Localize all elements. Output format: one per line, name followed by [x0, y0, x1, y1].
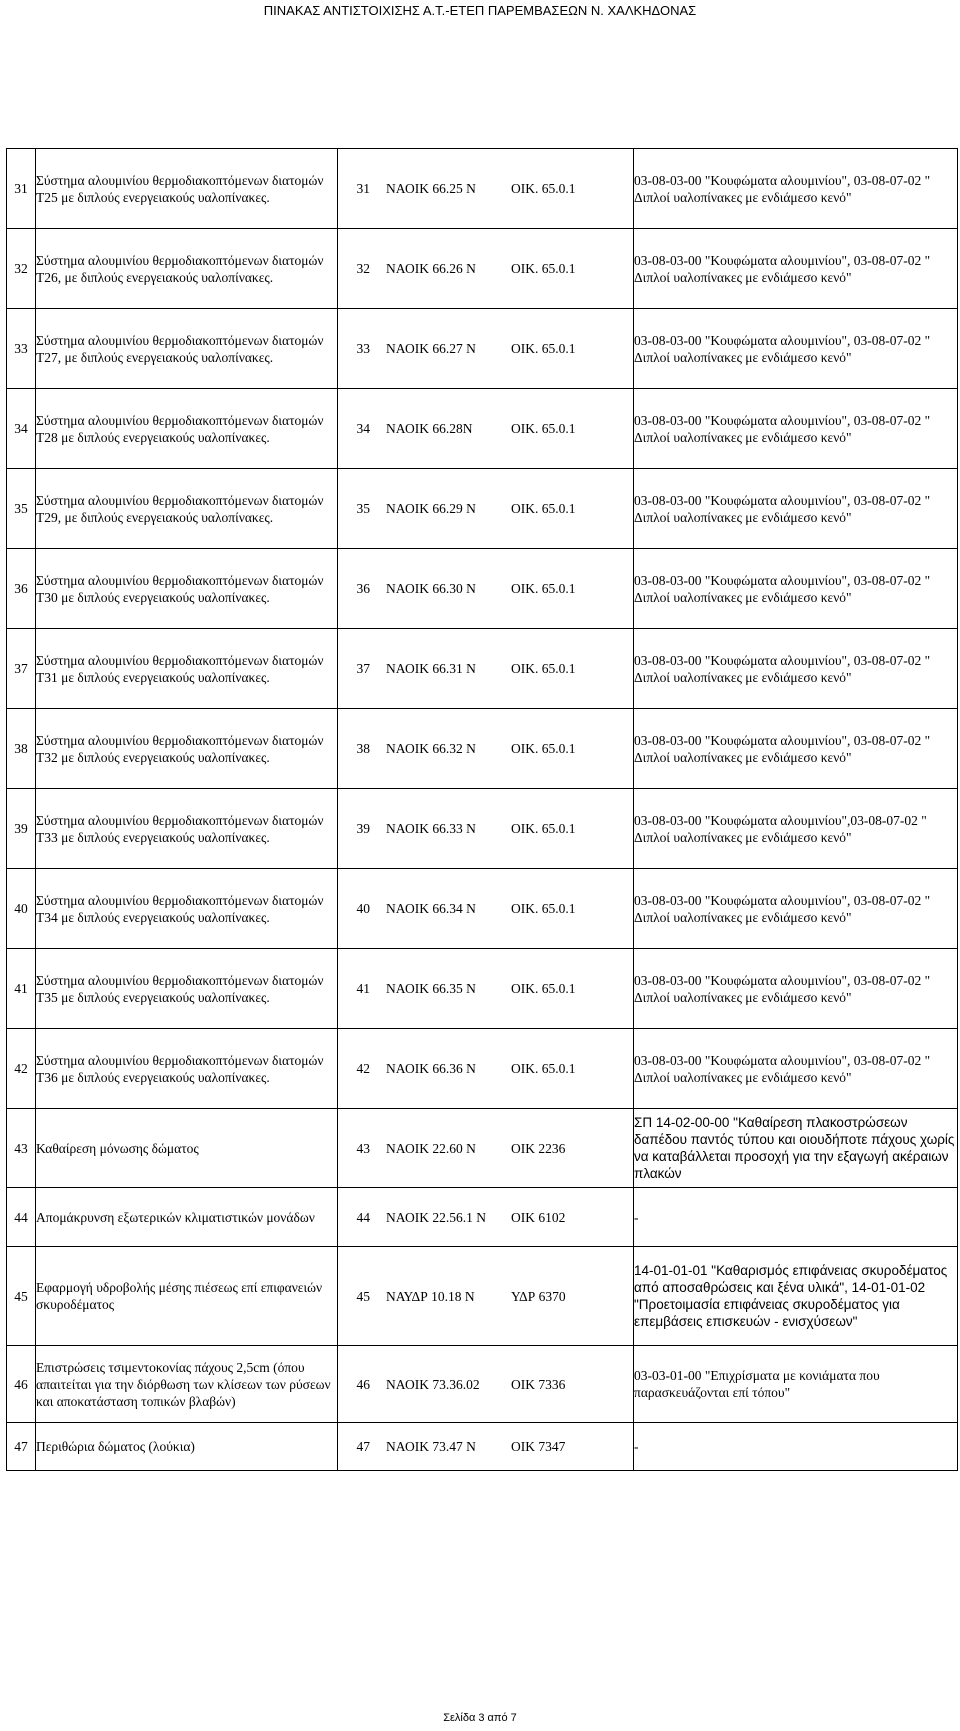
article-code: ΝΑΟΙΚ 66.31 Ν [386, 661, 476, 676]
item-description: Σύστημα αλουμινίου θερμοδιακοπτόμενων διατομών Τ27, με διπλούς ενεργειακούς υαλοπίνακες. [36, 309, 338, 389]
item-codes [338, 469, 634, 549]
item-codes [338, 629, 634, 709]
item-codes [338, 309, 634, 389]
code-number: 39 [356, 821, 370, 836]
code-number: 34 [356, 421, 370, 436]
article-code: ΝΑΟΙΚ 73.36.02 [386, 1376, 480, 1392]
code-number: 42 [356, 1061, 370, 1076]
code-number: 46 [356, 1376, 370, 1392]
code-group [338, 900, 633, 917]
row-number: 34 [7, 389, 36, 469]
revision-code: ΟΙΚ. 65.0.1 [511, 501, 576, 516]
code-group [338, 340, 633, 357]
page-header: ΠΙΝΑΚΑΣ ΑΝΤΙΣΤΟΙΧΙΣΗΣ Α.Τ.-ΕΤΕΠ ΠΑΡΕΜΒΑΣΕΩΝ Ν. ΧΑΛΚΗΔΟΝΑΣ [263, 3, 697, 18]
item-description: Περιθώρια δώματος (λούκια) [36, 1423, 338, 1471]
code-number: 44 [356, 1209, 370, 1225]
revision-code: ΟΙΚ. 65.0.1 [511, 261, 576, 276]
row-number: 33 [7, 309, 36, 389]
row-number: 36 [7, 549, 36, 629]
code-group [338, 980, 633, 997]
article-code: ΝΑΟΙΚ 73.47 Ν [386, 1439, 476, 1454]
code-number: 38 [356, 741, 370, 756]
code-number: 35 [356, 501, 370, 516]
table-row [7, 789, 958, 869]
item-codes [338, 1346, 634, 1423]
row-number: 45 [7, 1247, 36, 1346]
code-group [338, 1438, 633, 1455]
item-codes [338, 1247, 634, 1346]
row-number: 41 [7, 949, 36, 1029]
code-number: 45 [356, 1288, 370, 1304]
etep-reference: 03-08-03-00 "Κουφώματα αλουμινίου", 03-08-07-02 " Διπλοί υαλοπίνακες με ενδιάμεσο κενό" [634, 949, 958, 1029]
item-codes [338, 149, 634, 229]
revision-code: ΟΙΚ. 65.0.1 [511, 661, 576, 676]
page-footer: Σελίδα 3 από 7 [443, 1712, 517, 1724]
item-description: Εφαρμογή υδροβολής μέσης πιέσεως επί επιφανειών σκυροδέματος [36, 1247, 338, 1346]
table-row [7, 309, 958, 389]
item-description: Σύστημα αλουμινίου θερμοδιακοπτόμενων διατομών Τ25 με διπλούς ενεργειακούς υαλοπίνακες. [36, 149, 338, 229]
table-row [7, 1346, 958, 1423]
correspondence-table [6, 148, 958, 1471]
item-codes [338, 1029, 634, 1109]
revision-code: ΟΙΚ 7336 [511, 1376, 566, 1392]
item-codes [338, 1109, 634, 1188]
item-codes [338, 1188, 634, 1247]
item-description: Επιστρώσεις τσιμεντοκονίας πάχους 2,5cm (όπου απαιτείται για την διόρθωση των κλίσεων των ρύσεων και αποκατάσταση τοπικών βλαβών) [36, 1346, 338, 1423]
etep-reference: 03-08-03-00 "Κουφώματα αλουμινίου", 03-08-07-02 " Διπλοί υαλοπίνακες με ενδιάμεσο κενό" [634, 629, 958, 709]
etep-reference: 03-08-03-00 "Κουφώματα αλουμινίου", 03-08-07-02 " Διπλοί υαλοπίνακες με ενδιάμεσο κενό" [634, 1029, 958, 1109]
row-number: 32 [7, 229, 36, 309]
article-code: ΝΑΟΙΚ 22.60 Ν [386, 1140, 476, 1156]
row-number: 35 [7, 469, 36, 549]
etep-reference: 03-08-03-00 "Κουφώματα αλουμινίου", 03-08-07-02 " Διπλοί υαλοπίνακες με ενδιάμεσο κενό" [634, 709, 958, 789]
code-number: 36 [356, 581, 370, 596]
etep-reference: 03-08-03-00 "Κουφώματα αλουμινίου", 03-08-07-02 " Διπλοί υαλοπίνακες με ενδιάμεσο κενό" [634, 229, 958, 309]
revision-code: ΟΙΚ. 65.0.1 [511, 1061, 576, 1076]
code-group [338, 580, 633, 597]
item-description: Σύστημα αλουμινίου θερμοδιακοπτόμενων διατομών Τ34 με διπλούς ενεργειακούς υαλοπίνακες. [36, 869, 338, 949]
code-group [338, 1140, 633, 1157]
row-number: 46 [7, 1346, 36, 1423]
item-codes [338, 709, 634, 789]
row-number: 43 [7, 1109, 36, 1188]
table-row [7, 949, 958, 1029]
code-number: 31 [356, 181, 370, 196]
article-code: ΝΑΟΙΚ 22.56.1 Ν [386, 1209, 486, 1225]
revision-code: ΥΔΡ 6370 [511, 1288, 566, 1304]
item-description: Σύστημα αλουμινίου θερμοδιακοπτόμενων διατομών Τ33 με διπλούς ενεργειακούς υαλοπίνακες. [36, 789, 338, 869]
etep-reference: 03-08-03-00 "Κουφώματα αλουμινίου", 03-08-07-02 " Διπλοί υαλοπίνακες με ενδιάμεσο κενό" [634, 309, 958, 389]
row-number: 37 [7, 629, 36, 709]
article-code: ΝΑΟΙΚ 66.26 Ν [386, 261, 476, 276]
code-group [338, 1060, 633, 1077]
etep-reference: 03-08-03-00 "Κουφώματα αλουμινίου", 03-08-07-02 " Διπλοί υαλοπίνακες με ενδιάμεσο κενό" [634, 149, 958, 229]
table-row [7, 709, 958, 789]
code-number: 33 [356, 341, 370, 356]
table-row [7, 149, 958, 229]
etep-reference: 03-08-03-00 "Κουφώματα αλουμινίου", 03-08-07-02 " Διπλοί υαλοπίνακες με ενδιάμεσο κενό" [634, 469, 958, 549]
article-code: ΝΑΟΙΚ 66.32 Ν [386, 741, 476, 756]
item-description: Καθαίρεση μόνωσης δώματος [36, 1109, 338, 1188]
table-row [7, 1247, 958, 1346]
article-code: ΝΑΟΙΚ 66.33 Ν [386, 821, 476, 836]
table-row [7, 1109, 958, 1188]
row-number: 44 [7, 1188, 36, 1247]
article-code: ΝΑΥΔΡ 10.18 Ν [386, 1288, 475, 1304]
table-row [7, 389, 958, 469]
row-number: 38 [7, 709, 36, 789]
revision-code: ΟΙΚ. 65.0.1 [511, 581, 576, 596]
revision-code: ΟΙΚ 2236 [511, 1140, 566, 1156]
etep-reference: 03-08-03-00 "Κουφώματα αλουμινίου", 03-08-07-02 " Διπλοί υαλοπίνακες με ενδιάμεσο κενό" [634, 869, 958, 949]
item-codes [338, 1423, 634, 1471]
etep-reference: - [634, 1188, 958, 1247]
table-row [7, 549, 958, 629]
revision-code: ΟΙΚ. 65.0.1 [511, 341, 576, 356]
item-description: Σύστημα αλουμινίου θερμοδιακοπτόμενων διατομών Τ26, με διπλούς ενεργειακούς υαλοπίνακες. [36, 229, 338, 309]
row-number: 31 [7, 149, 36, 229]
code-group [338, 820, 633, 837]
etep-reference: - [634, 1423, 958, 1471]
item-codes [338, 949, 634, 1029]
etep-reference: 03-03-01-00 "Επιχρίσματα με κονιάματα που παρασκευάζονται επί τόπου" [634, 1346, 958, 1423]
row-number: 42 [7, 1029, 36, 1109]
table-row [7, 469, 958, 549]
code-group [338, 1376, 633, 1393]
code-group [338, 420, 633, 437]
row-number: 39 [7, 789, 36, 869]
etep-reference: 03-08-03-00 "Κουφώματα αλουμινίου",03-08-07-02 " Διπλοί υαλοπίνακες με ενδιάμεσο κενό" [634, 789, 958, 869]
row-number: 40 [7, 869, 36, 949]
code-group [338, 180, 633, 197]
revision-code: ΟΙΚ. 65.0.1 [511, 741, 576, 756]
item-description: Απομάκρυνση εξωτερικών κλιματιστικών μονάδων [36, 1188, 338, 1247]
item-description: Σύστημα αλουμινίου θερμοδιακοπτόμενων διατομών Τ36 με διπλούς ενεργειακούς υαλοπίνακες. [36, 1029, 338, 1109]
etep-reference: ΣΠ 14-02-00-00 "Καθαίρεση πλακοστρώσεων δαπέδου παντός τύπου και οιουδήποτε πάχους χωρίς να καταβάλλεται προσοχή για την εξαγωγή ακέραιων πλακών [634, 1109, 958, 1188]
item-description: Σύστημα αλουμινίου θερμοδιακοπτόμενων διατομών Τ31 με διπλούς ενεργειακούς υαλοπίνακες. [36, 629, 338, 709]
article-code: ΝΑΟΙΚ 66.28Ν [386, 421, 473, 436]
revision-code: ΟΙΚ 6102 [511, 1209, 566, 1225]
code-group [338, 740, 633, 757]
code-number: 47 [356, 1439, 370, 1454]
item-codes [338, 229, 634, 309]
table-row [7, 1029, 958, 1109]
item-codes [338, 549, 634, 629]
code-number: 43 [356, 1140, 370, 1156]
revision-code: ΟΙΚ. 65.0.1 [511, 821, 576, 836]
item-codes [338, 789, 634, 869]
code-group [338, 1209, 633, 1226]
code-group [338, 500, 633, 517]
table-row [7, 869, 958, 949]
revision-code: ΟΙΚ. 65.0.1 [511, 981, 576, 996]
article-code: ΝΑΟΙΚ 66.25 Ν [386, 181, 476, 196]
item-codes [338, 869, 634, 949]
code-number: 32 [356, 261, 370, 276]
table-body [7, 149, 958, 1471]
table-row [7, 629, 958, 709]
revision-code: ΟΙΚ. 65.0.1 [511, 421, 576, 436]
code-number: 41 [356, 981, 370, 996]
etep-reference: 14-01-01-01 "Καθαρισμός επιφάνειας σκυροδέματος από αποσαθρώσεις και ξένα υλικά", 14-01-01-02 "Προετοιμασία επιφάνειας σκυροδέματος για επεμβάσεις επισκευών - ενισχύσεων" [634, 1247, 958, 1346]
code-group [338, 660, 633, 677]
revision-code: ΟΙΚ. 65.0.1 [511, 181, 576, 196]
row-number: 47 [7, 1423, 36, 1471]
code-number: 40 [356, 901, 370, 916]
item-description: Σύστημα αλουμινίου θερμοδιακοπτόμενων διατομών Τ32 με διπλούς ενεργειακούς υαλοπίνακες. [36, 709, 338, 789]
table-row [7, 1188, 958, 1247]
item-codes [338, 389, 634, 469]
etep-reference: 03-08-03-00 "Κουφώματα αλουμινίου", 03-08-07-02 " Διπλοί υαλοπίνακες με ενδιάμεσο κενό" [634, 549, 958, 629]
etep-reference: 03-08-03-00 "Κουφώματα αλουμινίου", 03-08-07-02 " Διπλοί υαλοπίνακες με ενδιάμεσο κενό" [634, 389, 958, 469]
article-code: ΝΑΟΙΚ 66.35 Ν [386, 981, 476, 996]
table-row [7, 229, 958, 309]
item-description: Σύστημα αλουμινίου θερμοδιακοπτόμενων διατομών Τ29, με διπλούς ενεργειακούς υαλοπίνακες. [36, 469, 338, 549]
item-description: Σύστημα αλουμινίου θερμοδιακοπτόμενων διατομών Τ35 με διπλούς ενεργειακούς υαλοπίνακες. [36, 949, 338, 1029]
code-group [338, 1288, 633, 1305]
revision-code: ΟΙΚ 7347 [511, 1439, 566, 1454]
table-row [7, 1423, 958, 1471]
item-description: Σύστημα αλουμινίου θερμοδιακοπτόμενων διατομών Τ30 με διπλούς ενεργειακούς υαλοπίνακες. [36, 549, 338, 629]
article-code: ΝΑΟΙΚ 66.29 Ν [386, 501, 476, 516]
code-number: 37 [356, 661, 370, 676]
item-description: Σύστημα αλουμινίου θερμοδιακοπτόμενων διατομών Τ28 με διπλούς ενεργειακούς υαλοπίνακες. [36, 389, 338, 469]
article-code: ΝΑΟΙΚ 66.27 Ν [386, 341, 476, 356]
code-group [338, 260, 633, 277]
article-code: ΝΑΟΙΚ 66.34 Ν [386, 901, 476, 916]
revision-code: ΟΙΚ. 65.0.1 [511, 901, 576, 916]
article-code: ΝΑΟΙΚ 66.30 Ν [386, 581, 476, 596]
article-code: ΝΑΟΙΚ 66.36 Ν [386, 1061, 476, 1076]
